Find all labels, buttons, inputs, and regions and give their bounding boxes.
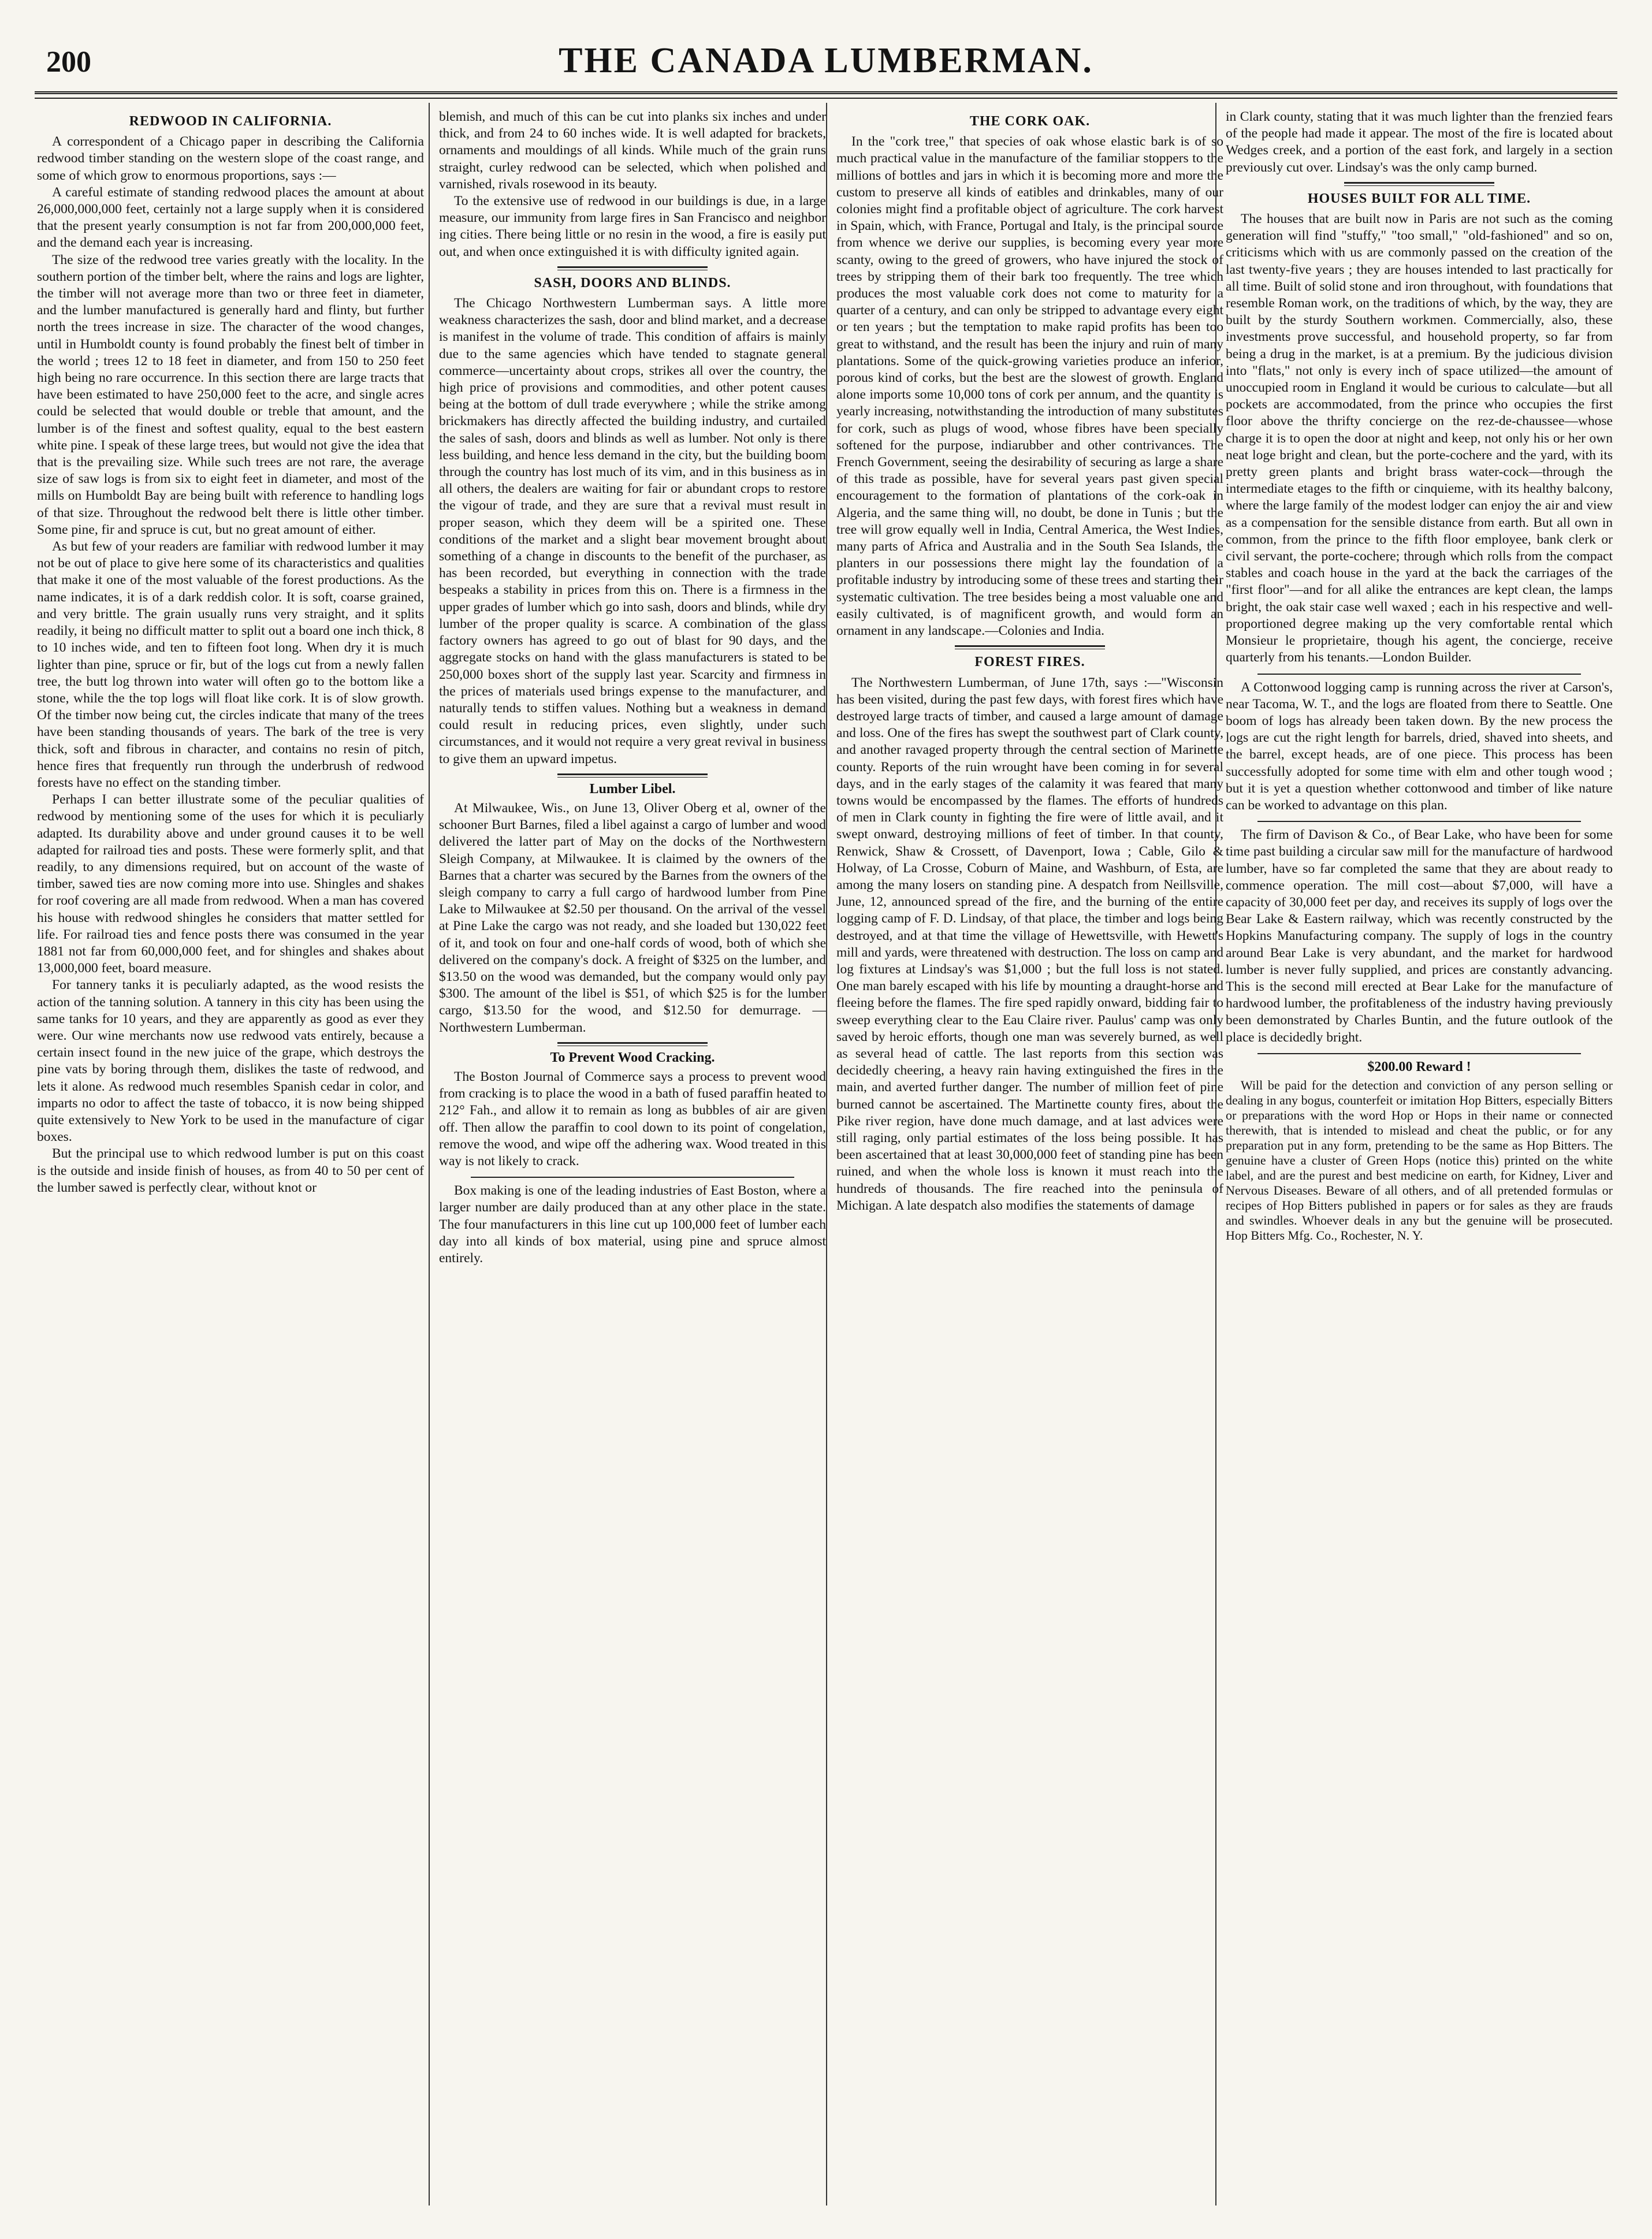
article-title-houses: HOUSES BUILT FOR ALL TIME. <box>1307 191 1531 206</box>
article-title-libel: Lumber Libel. <box>589 781 676 797</box>
section-rule <box>557 1042 708 1046</box>
paragraph: Box making is one of the leading industries of East Boston, where a larger number are daily produced than at any other place in the state. The four manufacturers in this line cut up 100,000 feet of lumber each day into all kinds of box material, using pine and spruce almost entirely. <box>439 1183 826 1266</box>
section-rule <box>557 266 708 270</box>
article-title-fires: FOREST FIRES. <box>974 654 1085 670</box>
paragraph: The Chicago Northwestern Lumberman says. A little more weakness characterizes the sash, door and blind market, and a decrease is manifest in the volume of trade. This condition of affairs is mainly due to the same agencies which have tended to stagnate general commerce—uncertainty about crops, strikes all over the country, the high price of provisions and commodities, and other potent causes being at the bottom of dull trade everywhere ; while the strike among brickmakers has directly affected the building industry, and curtailed the sales of sash, doors and blinds as well as lumber. Not only is there less building, and hence less demand in the city, but the building boom through the country has lost much of its vim, and in this business as in all others, the dealers are waiting for fair or abundant crops to restore the vigour of trade, and they are sure that a revival must result in proper season, which they deem will be a spirited one. These conditions of the market and a slight bear movement brought about something of a change in discounts to the benefit of the purchaser, as has been recorded, but everything in connection with the trade bespeaks a stability in prices from this on. There is a firmness in the upper grades of lumber which go into sash, doors and blinds, while dry lumber of the proper quality is scarce. A combination of the glass factory owners has agreed to go out of blast for 90 days, and the aggregate stocks on hand with the glass manufacturers is stated to be 250,000 boxes short of the supply last year. Scarcity and firmness in the prices of materials used brings expense to the manufacturer, and naturally tends to stiffen values. Nothing but a weakness in demand could result in reducing prices, even slightly, under such circumstances, and it would not require a very great revival in business to give them an upward impetus. <box>439 296 826 767</box>
paragraph: To the extensive use of redwood in our buildings is due, in a large measure, our immunity from large fires in San Francisco and neighbor ing cities. There being little or no resin in the wood, a fire is easily put out, and when once extinguished it is with difficulty ignited again. <box>439 194 826 259</box>
column-3 <box>836 109 1223 2200</box>
paragraph: A correspondent of a Chicago paper in describing the California redwood timber standing on the western slope of the coast range, and some of which grow to enormous proportions, says :— <box>37 134 424 183</box>
paragraph: At Milwaukee, Wis., on June 13, Oliver Oberg et al, owner of the schooner Burt Barnes, filed a libel against a cargo of lumber and wood delivered the latter part of May on the docks of the Northwestern Sleigh Company, at Milwaukee. It is claimed by the owners of the Barnes that a charter was secured by the Barnes from the owners of the sleigh company to carry a full cargo of hardwood lumber from Pine Lake to Milwaukee at $2.50 per thousand. On the arrival of the vessel at Pine Lake the cargo was not ready, and she loaded but 130,022 feet of it, and took on four and one-half cords of wood, both of which she delivered on the company's dock. A freight of $325 on the lumber, and $13.50 on the wood was demanded, but the company would only pay $300. The amount of the libel is $51, of which $25 is for the lumber cargo, $13.50 for the wood, and $12.50 for demurrage. —Northwestern Lumberman. <box>439 800 826 1035</box>
section-rule <box>1257 821 1581 822</box>
paragraph: As but few of your readers are familiar with redwood lumber it may not be out of place to give here some of its characteristics and qualities that make it one of the most valuable of the forest productions. As the name indicates, it is of a dark reddish color. It is soft, coarse grained, and very brittle. The grain usually runs very straight, and it splits readily, it being no difficult matter to split out a board one inch thick, 8 to 10 inches wide, and ten to fifteen foot long. When dry it is much lighter than pine, spruce or fir, but of the logs cut from a newly fallen tree, the butt log thrown into water will often go to the bottom like a stone, while the the top logs will float like cork. It is of slow growth. Of the timber now being cut, the circles indicate that many of the trees have been standing thousands of years. The bark of the tree is very thick, soft and fibrous in character, and contains no resin of pitch, hence fires that frequently run through the underbrush of redwood forests have no effect on the standing timber. <box>37 539 424 790</box>
paragraph: A Cottonwood logging camp is running across the river at Carson's, near Tacoma, W. T., and the logs are floated from there to Seattle. One boom of logs has already been taken down. By the new process the logs are cut the right length for barrels, dried, shaved into sheets, and the barrel, except heads, are of one piece. This process has been successfully adopted for some time with elm and other tough wood ; but it is yet a question whether cottonwood and timber of like nature can be worked to advantage on this plan. <box>1226 679 1613 813</box>
column-1 <box>37 109 424 2200</box>
paragraph: The firm of Davison & Co., of Bear Lake, who have been for some time past building a circular saw mill for the manufacture of hardwood lumber, have so far completed the same that they are about ready to commence operation. The mill cost—about $7,000, will have a capacity of 30,000 feet per day, and receives its supply of logs over the Bear Lake & Eastern railway, which was recently constructed by the Hopkins Manufacturing company. The supply of logs in the country around Bear Lake is very abundant, and the market for hardwood lumber is never fully supplied, and prices are constantly advancing. This is the second mill erected at Bear Lake for the manufacture of hardwood lumber, the profitableness of the industry having previously been demonstrated by Charles Buntin, and the future outlook of the place is decidedly bright. <box>1226 827 1613 1045</box>
paragraph: For tannery tanks it is peculiarly adapted, as the wood resists the action of the tanning solution. A tannery in this city has been using the same tanks for 10 years, and they are apparently as good as ever they were. Our wine merchants now use redwood vats entirely, because a certain insect found in the new juice of the grape, which destroys the pine vats by boring through them, dislikes the taste of redwood, and lets it alone. As redwood much resembles Spanish cedar in color, and imparts no odor to affect the taste of tobacco, it is now being shipped quite extensively to New York to be used in the manufacture of cigar boxes. <box>37 977 424 1145</box>
paragraph: Perhaps I can better illustrate some of the peculiar qualities of redwood by mentioning some of the uses for which it is peculiarly adapted. Its durability above and under ground causes it to be well adapted for railroad ties and posts. These were formerly split, and that readily, to any dimensions required, but on account of the waste of timber, sawed ties are now coming more into use. Shingles and shakes for roof covering are all made from redwood. When a man has covered his house with redwood shingles he considers that matter settled for life. For railroad ties and fence posts there was consumed in the year 1881 not far from 60,000,000 feet, and for shingles and shakes about 13,000,000 feet, board measure. <box>37 792 424 976</box>
page-number: 200 <box>46 46 91 79</box>
header-rule <box>35 91 1617 99</box>
masthead: THE CANADA LUMBERMAN. <box>559 41 1093 80</box>
section-rule <box>557 773 708 778</box>
paragraph: The Boston Journal of Commerce says a process to prevent wood from cracking is to place the wood in a bath of fused paraffin heated to 212° Fah., and allow it to remain as long as bubbles of air are given off. Then allow the paraffin to cool down to its point of congelation, remove the wood, and wipe off the adhering wax. Wood treated in this way is not likely to crack. <box>439 1069 826 1169</box>
paragraph: The size of the redwood tree varies greatly with the locality. In the southern portion of the timber belt, where the rains and logs are lighter, the timber will not average more than two or three feet in diameter, and the lumber manufactured is generally hard and flinty, but further north the trees increase in size. The character of the wood changes, until in Humboldt county is found probably the finest belt of timber in the world ; trees 12 to 18 feet in diameter, and from 150 to 250 feet high being no rare occurrence. In this section there are large tracts that have been estimated to have 250,000 feet to the acre, and single acres could be selected that would double or treble that amount, and the lumber is of the finest and softest quality, equal to the best eastern white pine. I speak of these large trees, but would not give the idea that that is the prevailing size. While such trees are not rare, the average size of saw logs is from six to eight feet in diameter, and most of the mills on Humboldt Bay are being built with reference to handling logs of that size. Throughout the redwood belt there is little other timber. Some pine, fir and spruce is cut, but no great amount of either. <box>37 252 424 537</box>
advertisement-text: Will be paid for the detection and conviction of any person selling or dealing in any bogus, counterfeit or imitation Hop Bitters, especially Bitters or preparations with the word Hop or Hops in their name or connected therewith, that is intended to mislead and cheat the public, or for any preparation put in any form, pretending to be the same as Hop Bitters. The genuine have a cluster of Green Hops (notice this) printed on the white label, and are the purest and best medicine on earth, for Kidney, Liver and Nervous Diseases. Beware of all others, and of all pretended formulas or recipes of Hop Bitters published in papers or for sales as they are frauds and swindles. Whoever deals in any but the genuine will be prosecuted. Hop Bitters Mfg. Co., Rochester, N. Y. <box>1226 1077 1613 1243</box>
column-divider <box>826 103 827 2205</box>
section-rule <box>1344 182 1494 186</box>
paragraph: A careful estimate of standing redwood places the amount at about 26,000,000,000 feet, certainly not a large supply when it is considered that the present yearly consumption is not far from 200,000,000 feet, and the demand each year is increasing. <box>37 184 424 251</box>
paragraph: The houses that are built now in Paris are not such as the coming generation will find "stuffy," "too small," "old-fashioned" and so on, criticisms which with us are commonly passed on the creation of the last twenty-five years ; they are houses intended to last practically for all time. Built of solid stone and iron throughout, with foundations that resemble Roman work, on the traditions of which, by the way, they are built by the sturdy Southern workmen. Commercially, also, these investments prove successful, and household property, so far from being a drug in the market, is at a premium. By the judicious division into "flats," not only is every inch of space utilized—the amount of unoccupied room in England it would be curious to calculate—but all pockets are accommodated, from the prince who occupies the first floor above the thrifty concierge on the rez-de-chaussee—whose charge it is to open the door at night and keep, not only his or her own neat loge bright and clean, but the porte-cochere and the yard, with its pretty green plants and bright brass water-cock—through the intermediate etages to the fifth or cinquieme, with its healthy balcony, where the large family of the modest lodger can enjoy the air and view as a compensation for the sensible distance from earth. But all own in common, from the prince to the fifth floor employee, bank clerk or civil servant, the porte-cochere; through which rolls from the compact stables and coach house in the yard at the back the carriages of the "first floor"—and for all alike the entrances are kept clean, the lamps bright, the oak stair case well waxed ; each in his respective and well-proportioned degree making up the very comfortable rental which Monsieur le proprietaire, though his agent, the concierge, receive quarterly from his tenants.—London Builder. <box>1226 211 1613 665</box>
article-title-sash: SASH, DOORS AND BLINDS. <box>534 275 731 291</box>
column-divider <box>429 103 430 2205</box>
article-title-cork: THE CORK OAK. <box>969 114 1091 129</box>
section-rule <box>1257 1053 1581 1054</box>
paragraph: in Clark county, stating that it was much lighter than the frenzied fears of the people had made it appear. The most of the fire is located about Wedges creek, and a portion of the east fork, and largely in a section previously cut over. Lindsay's was the only camp burned. <box>1226 109 1613 175</box>
advertisement-title: $200.00 Reward ! <box>1367 1059 1471 1074</box>
page-header <box>35 40 1617 87</box>
article-title-cracking: To Prevent Wood Cracking. <box>550 1050 715 1065</box>
paragraph: But the principal use to which redwood lumber is put on this coast is the outside and inside finish of houses, as from 40 to 50 per cent of the lumber sawed is perfectly clear, without knot or <box>37 1146 424 1195</box>
section-rule <box>955 645 1105 649</box>
paragraph: In the "cork tree," that species of oak whose elastic bark is of so much practical value in the manufacture of the familiar stoppers to the millions of bottles and jars in which it is becoming more and more the custom to preserve all kinds of eatibles and drinkables, many of our colonies might find a profitable object of agriculture. The cork harvest in Spain, which, with France, Portugal and Italy, is the principal source from whence we derive our supplies, is becoming every year more scanty, owing to the greed of growers, who have injured the stock of trees by stripping them of their bark too frequently. The tree which produces the most valuable cork does not come to maturity for a quarter of a century, and can only be stripped to advantage every eight or ten years ; but the temptation to make rapid profits has been too great to withstand, and the result has been the injury and ruin of many plantations. Some of the quick-growing varieties produce an inferior, porous kind of corks, but the best are the slowest of growth. England alone imports some 10,000 tons of cork per annum, and the quantity is yearly increasing, notwithstanding the introduction of many substitutes for cork, such as plugs of wood, whose fibres have been specially softened for the purpose, indiarubber and other contrivances. The French Government, seeing the desirability of securing as large a share of this trade as possible, have for several years past given special encouragement to the formation of plantations of the cork-oak in Algeria, and the same thing will, no doubt, be done in Tunis ; but the tree will grow equally well in India, Central America, the West Indies, many parts of Africa and Australia and in the South Sea Islands, the planters in our possessions there might lay the foundation of a profitable industry by introducing some of these trees and starting their systematic cultivation. The tree besides being a most valuable one and easily cultivated, is of magnificent growth, and would form an ornament in any landscape.—Colonies and India. <box>836 134 1223 639</box>
section-rule <box>471 1177 794 1178</box>
article-title-redwood: REDWOOD IN CALIFORNIA. <box>129 114 332 129</box>
column-2 <box>439 109 826 2200</box>
section-rule <box>1257 674 1581 675</box>
paragraph: The Northwestern Lumberman, of June 17th, says :—"Wisconsin has been visited, during the past few days, with forest fires which have destroyed large tracts of timber, and caused a large amount of damage and loss. One of the fires has swept the southwest part of Clark county, and another ravaged property through the central section of Marinette county. Reports of the ruin wrought have been coming in for several days, and in the early stages of the calamity it was feared that many towns would be encompassed by the flames. The efforts of hundreds of men in Clark county in fighting the fire were of little avail, and it swept onward, destroying millions of feet of timber. In that county, Renwick, Shaw & Crossett, of Davenport, Iowa ; Cable, Gilo & Holway, of La Crosse, Coburn of Maine, and Washburn, of Esta, are among the many losers on standing pine. A despatch from Neillsville, June, 12, announced spread of the fire, and the burning of the entire logging camp of F. D. Lindsay, of that place, the timber and logs being destroyed, and at that time the village of Hewettsville, with Hewett's mill and yards, were threatened with destruction. The loss on camp and log fixtures at Lindsay's was $1,000 ; but the full loss is not stated. One man barely escaped with his life by mounting a draught-horse and fleeing before the flames. The fire sped rapidly onward, bidding fair to sweep everything clear to the Eau Claire river. Paulus' camp was only saved by heroic efforts, though one man was severely burned, as well as several head of cattle. The last reports from this section was decidedly cheering, a heavy rain having extinguished the fires in the main, and averted further danger. The number of million feet of pine burned cannot be ascertained. The Martinette county fires, about the Pike river region, have done much damage, and at last advices were still raging, only partial estimates of the loss being possible. It has been ascertained that at least 30,000,000 feet of standing pine has been ruined, and when the whole loss is known it must reach into the hundreds of thousands. The fire reached into the peninsula of Michigan. A late despatch also modifies the statements of damage <box>836 675 1223 1213</box>
paragraph: blemish, and much of this can be cut into planks six inches and under thick, and from 24 to 60 inches wide. It is well adapted for brackets, ornaments and mouldings of all kinds. While much of the grain runs straight, curley redwood can be selected, which when polished and varnished, rivals rosewood in its beauty. <box>439 109 826 192</box>
column-4 <box>1226 109 1613 2200</box>
